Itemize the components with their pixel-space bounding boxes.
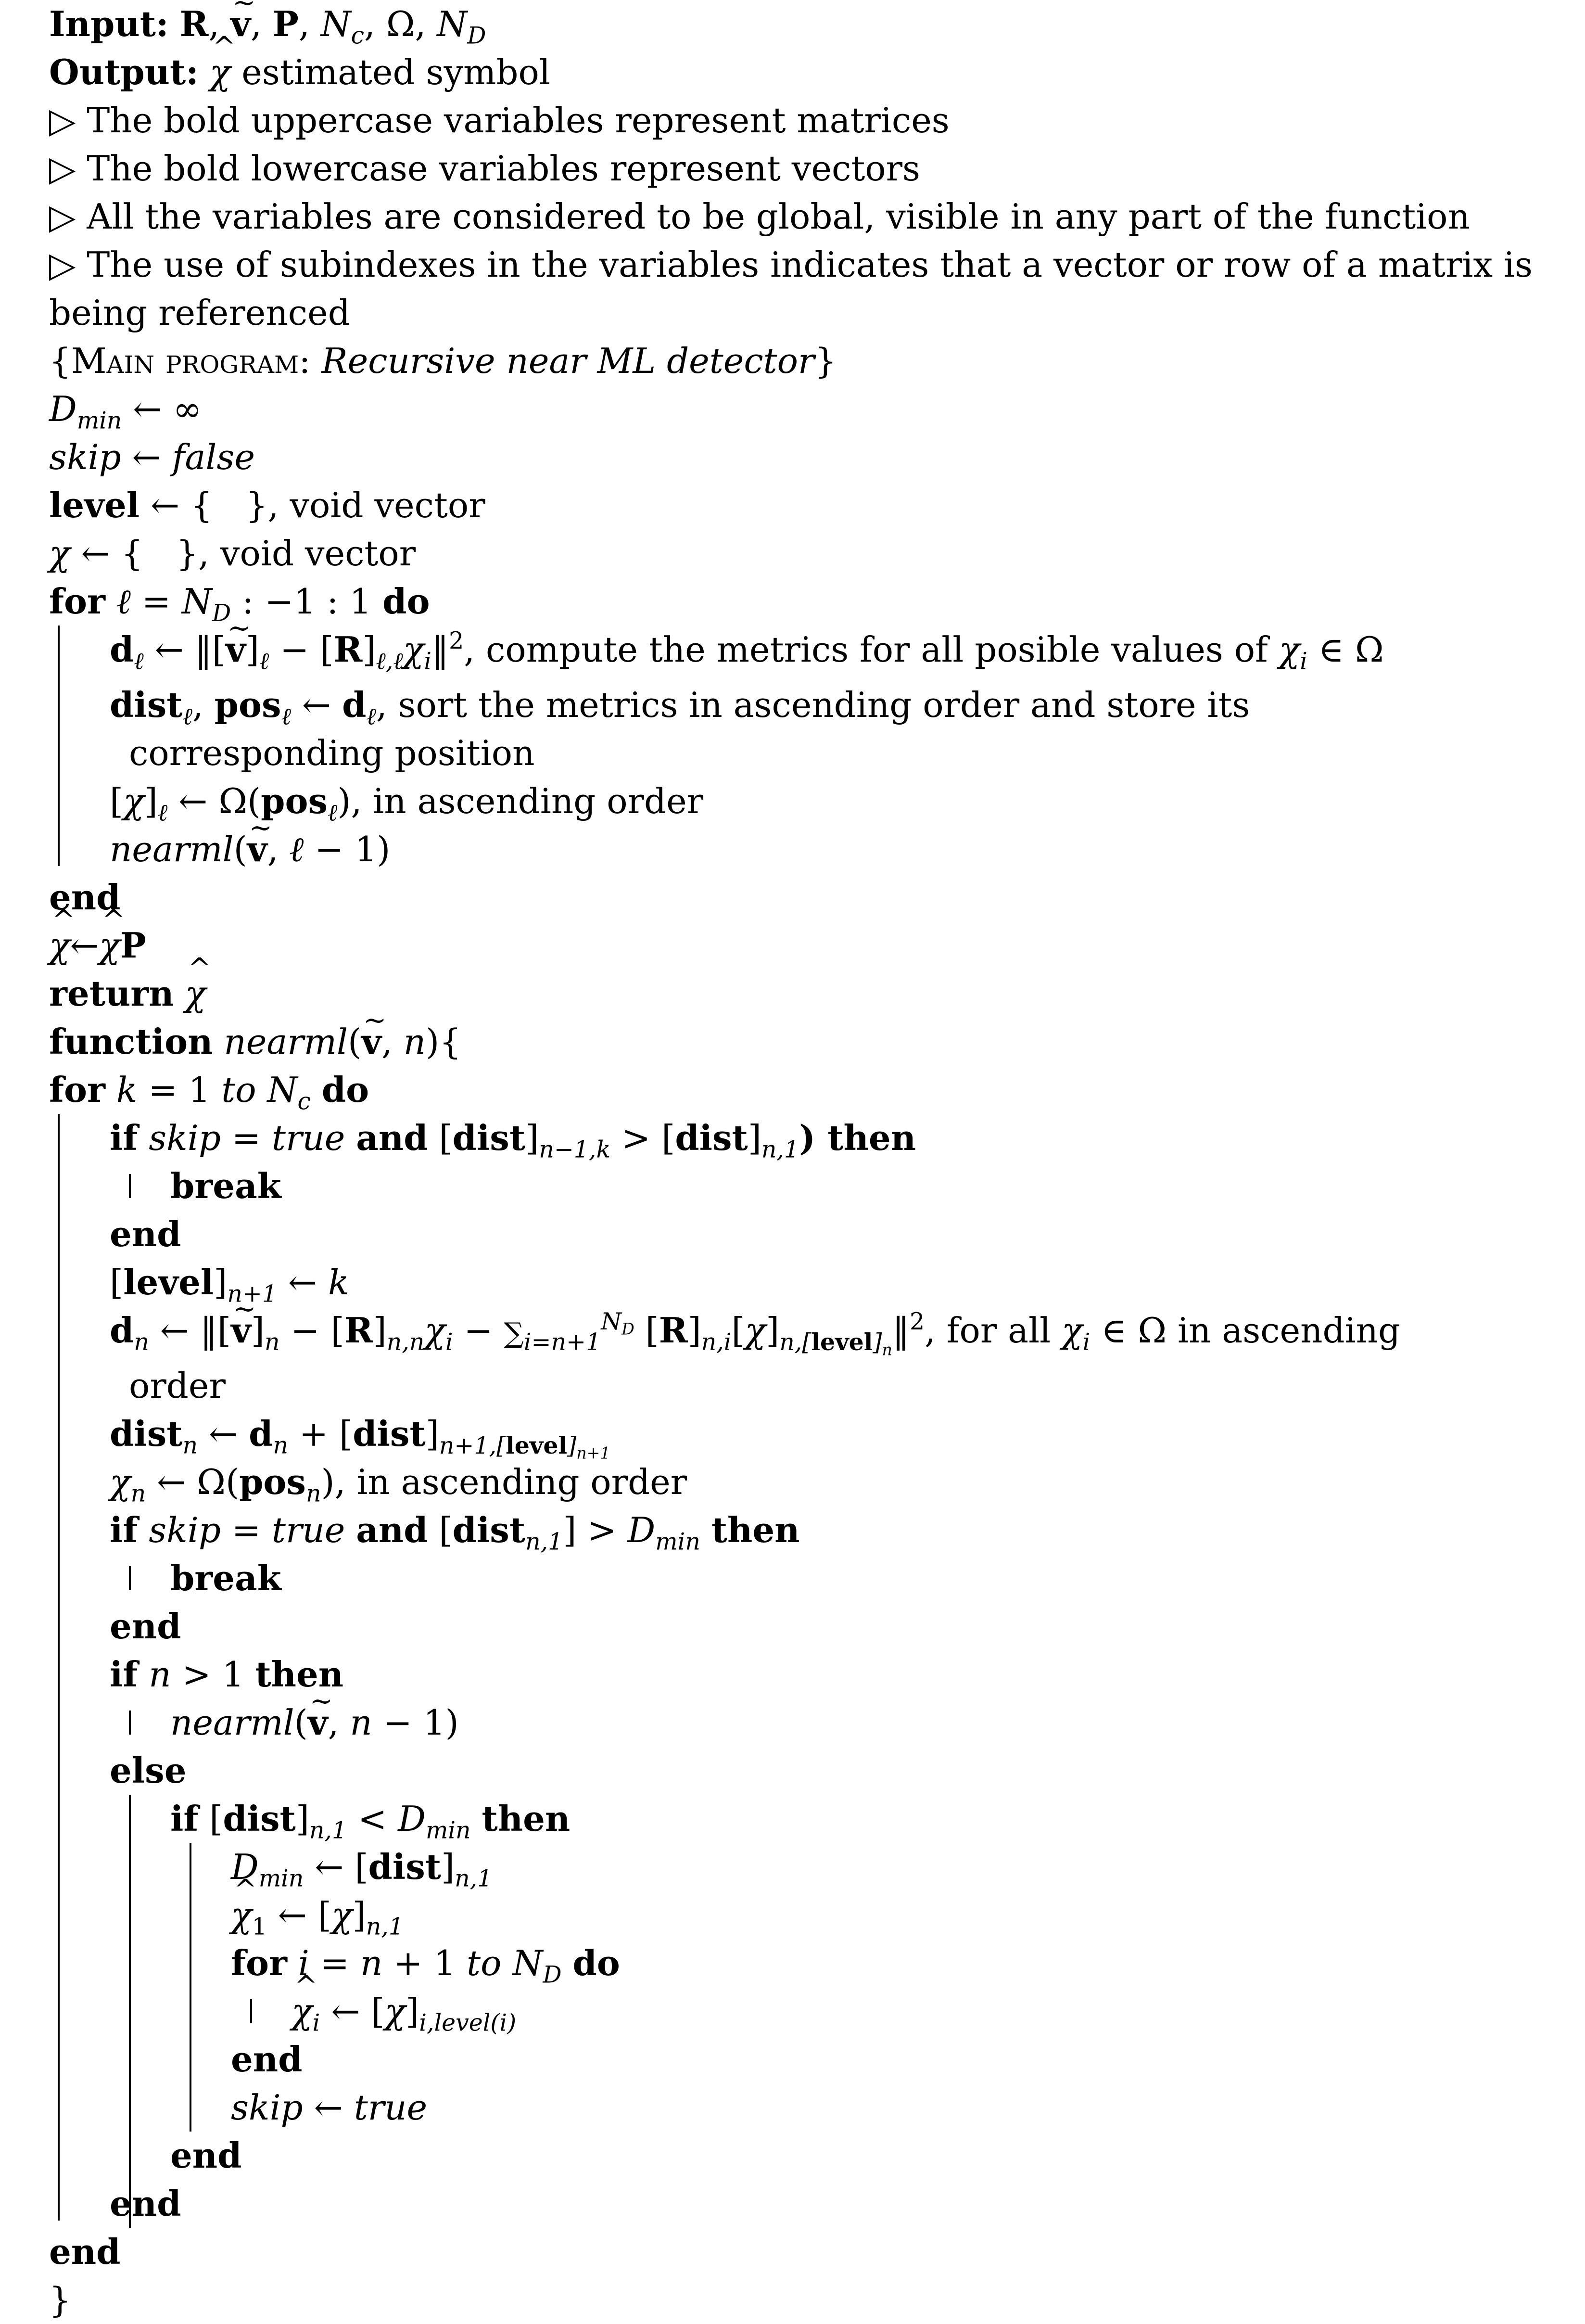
init-chi: χ ← { }, void vector — [49, 533, 416, 574]
for-k-body — [49, 1114, 1540, 2228]
metric-line: $d_\ell$ ← ‖[~ $v]_\ell$ − $[R]_{\ell,\ell}\chi_i‖^2$, compute the metrics for all posible values of $\chi_i$ ∈ Ω — [110, 626, 1540, 681]
input-line: Input: R, ~ v, P, $N_c$, Ω, $N_D$ — [49, 0, 1540, 48]
comment-line: ▷ The use of subindexes in the variables indicates that a vector or row of a matrix is being referenced — [49, 244, 1533, 333]
sort-line-cont: corresponding position — [129, 733, 535, 773]
for-loop-body — [49, 626, 1540, 873]
dmin-update: $D_{min}$ ← $[dist]_{n,1}$ — [231, 1846, 493, 1892]
chi1-update: ^ $\chi_1$ ← $[\chi]_{n,1}$ — [231, 1891, 1540, 1939]
chi-n-line: $\chi_n$ ← Ω(pos$_n$), in ascending order — [110, 1461, 687, 1507]
chi-i-update: ^ $\chi_i$ ← $[\chi]_{i,level(i)}$ — [231, 1987, 1540, 2035]
main-program-header: {Main program: Recursive near ML detector} — [49, 341, 837, 381]
end-for-i: end — [231, 2039, 303, 2080]
for-loop-header: for ℓ = $N_D$ : −1 : 1 do — [49, 581, 430, 627]
input-label: Input: — [49, 3, 169, 44]
closing-brace: } — [49, 2280, 71, 2320]
dn-line-cont: order — [129, 1366, 226, 1406]
break-1: break — [110, 1162, 1540, 1210]
end-else: end — [110, 2183, 181, 2224]
if-skip-1: if skip = true and $[dist]_{n-1,k}$ > $[dist]_{n,1}$) then — [110, 1117, 916, 1163]
omega-line: $[\chi]_\ell$ ← Ω(pos$_\ell$), in ascending order — [110, 780, 704, 827]
permute-line: ^ χ←^ χP — [49, 921, 1540, 970]
output-line: Output: ^ χ estimated symbol — [49, 48, 1540, 96]
level-assign: $[level]_{n+1}$ ← k — [110, 1262, 349, 1308]
init-level: level ← { }, void vector — [49, 485, 485, 525]
end-keyword: end — [49, 877, 121, 918]
sort-line: dist$_\ell$, pos$_\ell$ ← $d_\ell$, sort the metrics in ascending order and store its — [110, 684, 1250, 730]
init-dmin: $D_{min}$ ← ∞ — [49, 389, 202, 434]
nearml-call: nearml(~ v, ℓ − 1) — [110, 825, 1540, 873]
comment-line: ▷ The bold lowercase variables represent vectors — [49, 148, 921, 189]
comment-line: ▷ The bold uppercase variables represent matrices — [49, 100, 950, 140]
end-if-1: end — [110, 1213, 181, 1254]
dist-line: dist$_n$ ← $d_n$ + $[dist]_{n+1,[level]_{n+1}}$ — [110, 1413, 610, 1463]
init-skip: skip ← false — [49, 437, 255, 477]
else-body — [110, 1795, 1540, 2180]
output-label: Output: — [49, 51, 199, 92]
if-dist-body — [170, 1843, 1540, 2132]
main-program-label: Main program: — [71, 341, 311, 381]
comment-line: ▷ All the variables are considered to be global, visible in any part of the function — [49, 196, 1470, 237]
else-keyword: else — [110, 1750, 187, 1791]
if-dist-lt-dmin: if $[dist]_{n,1} < D_{min}$ then — [170, 1798, 571, 1844]
if-skip-2: if skip = true and [dist$_{n,1}$] > $D_{min}$ then — [110, 1509, 800, 1556]
for-k-header: for k = 1 to $N_c$ do — [49, 1069, 369, 1115]
recursive-call: nearml(~ v, n − 1) — [110, 1698, 1540, 1747]
end-if-dist: end — [170, 2135, 242, 2176]
break-2: break — [110, 1554, 1540, 1602]
for-i-header: for i = n + 1 to $N_D$ do — [231, 1942, 620, 1989]
algorithm-block — [49, 0, 1540, 2324]
end-if-2: end — [110, 1606, 181, 1647]
skip-true: skip ← true — [231, 2087, 428, 2128]
function-header: function nearml(~ v, n){ — [49, 1018, 1540, 1066]
return-line: return ^ χ — [49, 970, 1540, 1018]
if-n-gt-1: if n > 1 then — [110, 1654, 344, 1695]
dn-line: $d_n$ ← ‖[~ $v]_n - [R]_{n,n}\chi_i - \sum_{i=n+1}^{N_D}$ $[R]_{n,i}[\chi]_{n,[level]_n}‖^2$, for all $\chi_i$ ∈ Ω in ascending — [110, 1306, 1540, 1369]
end-for-k: end — [49, 2231, 121, 2272]
main-program-description: Recursive near ML detector — [321, 341, 815, 381]
